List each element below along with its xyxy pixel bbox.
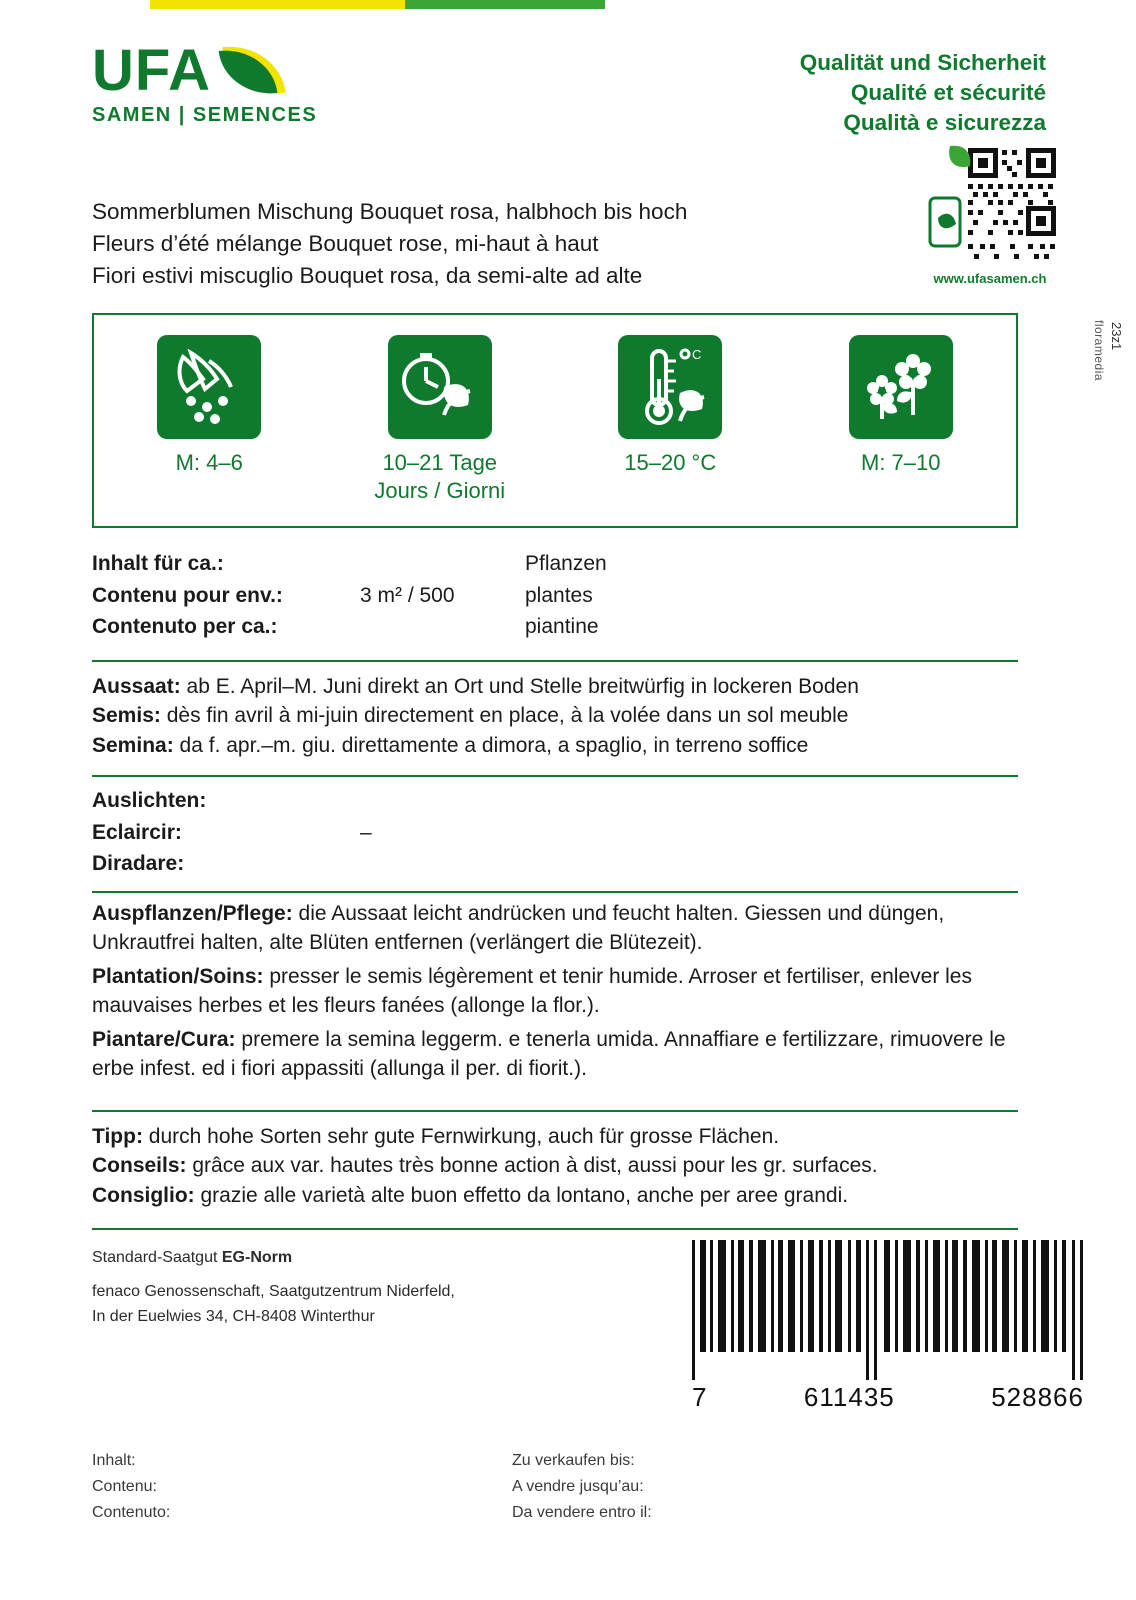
quality-line-it: Qualità e sicurezza bbox=[843, 109, 1046, 135]
quality-claim bbox=[800, 48, 1046, 138]
icon-cell-plant-spacing bbox=[786, 315, 1017, 526]
care-label-de: Auspflanzen/Pflege: bbox=[92, 902, 293, 925]
standard-prefix: Standard-Saatgut bbox=[92, 1249, 222, 1266]
sowing-depth-icon bbox=[157, 335, 261, 439]
icon-sublabel-1: Jours / Giorni bbox=[374, 478, 506, 504]
strip-green bbox=[405, 0, 605, 9]
edition-code: 23z1 bbox=[1109, 322, 1124, 351]
brand-logo bbox=[92, 38, 422, 127]
content-field-labels bbox=[92, 1448, 512, 1526]
logo-subtitle: SAMEN | SEMENCES bbox=[92, 104, 318, 126]
logo-text: UFA bbox=[92, 38, 211, 103]
sell-by-label-fr: A vendre jusqu’au: bbox=[512, 1477, 644, 1495]
leaf-icon bbox=[219, 42, 289, 100]
quality-line-fr: Qualité et sécurité bbox=[850, 79, 1046, 105]
thinning-section bbox=[92, 785, 1018, 880]
thinning-label-fr: Eclaircir: bbox=[92, 820, 182, 844]
contents-section bbox=[92, 548, 1018, 643]
bottom-fields bbox=[92, 1448, 1018, 1526]
sowing-label-fr: Semis: bbox=[92, 704, 161, 728]
divider-2 bbox=[92, 775, 1018, 777]
thinning-label-de: Auslichten: bbox=[92, 789, 207, 812]
contents-value-spacer bbox=[360, 548, 525, 580]
top-color-strip bbox=[0, 0, 1136, 12]
sowing-text-fr: dès fin avril à mi-juin directement en place, à la volée dans un sol meuble bbox=[166, 704, 849, 728]
contents-value: 3 m² / 500 bbox=[360, 583, 455, 607]
thinning-spacer-2 bbox=[360, 848, 1018, 880]
thinning-label-it: Diradare: bbox=[92, 852, 185, 875]
barcode-digits bbox=[688, 1380, 1088, 1413]
sowing-label-de: Aussaat: bbox=[92, 675, 181, 698]
quality-line-de: Qualität und Sicherheit bbox=[799, 50, 1046, 75]
care-section bbox=[92, 900, 1018, 1083]
culture-icons-box bbox=[92, 313, 1018, 528]
company-name: fenaco Genossenschaft, Saatgutzentrum Niderfeld, bbox=[92, 1282, 455, 1300]
tip-text-it: grazie alle varietà alte buon effetto da lontano, anche per aree grandi. bbox=[200, 1183, 849, 1207]
icon-label-0: M: 4–6 bbox=[175, 450, 243, 475]
temperature-icon bbox=[618, 335, 722, 439]
barcode-lead-digit: 7 bbox=[692, 1382, 708, 1412]
product-title-block bbox=[92, 196, 812, 292]
header bbox=[0, 36, 1136, 146]
tip-label-it: Consiglio: bbox=[92, 1183, 195, 1207]
contents-label-fr: Contenu pour env.: bbox=[92, 583, 283, 607]
qr-code-icon[interactable] bbox=[924, 140, 1056, 265]
care-label-fr: Plantation/Soins: bbox=[92, 965, 264, 989]
sowing-text-de: ab E. April–M. Juni direkt an Ort und Stelle breitwürfig in lockeren Boden bbox=[186, 675, 859, 698]
plant-spacing-icon bbox=[849, 335, 953, 439]
divider-5 bbox=[92, 1228, 1018, 1230]
icon-cell-sowing-depth bbox=[94, 315, 325, 526]
content-label-it: Contenuto: bbox=[92, 1503, 171, 1521]
contents-unit-it: piantine bbox=[525, 615, 599, 638]
svg-text:C: C bbox=[692, 347, 702, 362]
care-text-it: premere la semina leggerm. e tenerla umida. Annaffiare e fertilizzare, rimuovere le erbe infest. ed i fiori appassiti (allunga il per. di fiorit.). bbox=[92, 1028, 1006, 1080]
content-label-fr: Contenu: bbox=[92, 1477, 157, 1495]
product-title-fr: Fleurs d’été mélange Bouquet rose, mi-haut à haut bbox=[92, 230, 599, 256]
qr-url-label[interactable]: www.ufasamen.ch bbox=[933, 271, 1047, 286]
divider-4 bbox=[92, 1110, 1018, 1112]
qr-block[interactable] bbox=[910, 140, 1070, 286]
company-address: In der Euelwies 34, CH-8408 Winterthur bbox=[92, 1308, 375, 1326]
icon-cell-germination-time bbox=[325, 315, 556, 526]
germination-time-icon bbox=[388, 335, 492, 439]
strip-yellow bbox=[150, 0, 405, 9]
thinning-spacer bbox=[360, 785, 1018, 817]
icon-label-2: 15–20 °C bbox=[624, 450, 717, 475]
contents-unit-de: Pflanzen bbox=[525, 552, 607, 575]
sowing-label-it: Semina: bbox=[92, 733, 174, 757]
contents-label-it: Contenuto per ca.: bbox=[92, 615, 278, 638]
content-label-de: Inhalt: bbox=[92, 1452, 136, 1469]
thinning-value: – bbox=[360, 820, 372, 844]
sell-by-label-it: Da vendere entro il: bbox=[512, 1503, 652, 1521]
barcode-block bbox=[688, 1240, 1088, 1413]
care-label-it: Piantare/Cura: bbox=[92, 1028, 236, 1052]
sell-by-label-de: Zu verkaufen bis: bbox=[512, 1452, 635, 1469]
barcode-right-digits: 528866 bbox=[991, 1382, 1084, 1412]
tip-section bbox=[92, 1122, 1018, 1210]
divider-3 bbox=[92, 891, 1018, 893]
product-title-it: Fiori estivi miscuglio Bouquet rosa, da semi-alte ad alte bbox=[92, 262, 643, 288]
sowing-text-it: da f. apr.–m. giu. direttamente a dimora, a spaglio, in terreno soffice bbox=[179, 733, 809, 757]
sell-by-field-labels bbox=[512, 1448, 932, 1526]
standard-norm: EG-Norm bbox=[221, 1249, 293, 1266]
producer-info bbox=[92, 1245, 455, 1330]
icon-label-1: 10–21 Tage bbox=[382, 450, 498, 475]
product-title-de: Sommerblumen Mischung Bouquet rosa, halbhoch bis hoch bbox=[92, 199, 688, 224]
contents-unit-fr: plantes bbox=[525, 583, 593, 607]
icon-label-3: M: 7–10 bbox=[861, 450, 941, 475]
care-text-de: die Aussaat leicht andrücken und feucht halten. Giessen und düngen, Unkrautfrei halten, alte Blüten entfernen (verlängert die Blütezeit). bbox=[92, 902, 945, 954]
publisher-mark: floramedia bbox=[1092, 320, 1106, 382]
contents-value-spacer-2 bbox=[360, 611, 525, 643]
tip-text-fr: grâce aux var. hautes très bonne action à dist, aussi pour les gr. surfaces. bbox=[192, 1154, 878, 1178]
divider-1 bbox=[92, 660, 1018, 662]
sowing-section bbox=[92, 672, 1018, 760]
care-text-fr: presser le semis légèrement et tenir humide. Arroser et fertiliser, enlever les mauvaises herbes et les fleurs fanées (allonge la flor.). bbox=[92, 965, 972, 1017]
tip-label-fr: Conseils: bbox=[92, 1154, 187, 1178]
tip-text-de: durch hohe Sorten sehr gute Fernwirkung, auch für grosse Flächen. bbox=[148, 1125, 780, 1148]
icon-cell-temperature bbox=[555, 315, 786, 526]
barcode-left-digits: 611435 bbox=[803, 1382, 895, 1412]
barcode-icon bbox=[688, 1240, 1088, 1380]
tip-label-de: Tipp: bbox=[92, 1125, 143, 1148]
contents-label-de: Inhalt für ca.: bbox=[92, 552, 224, 575]
